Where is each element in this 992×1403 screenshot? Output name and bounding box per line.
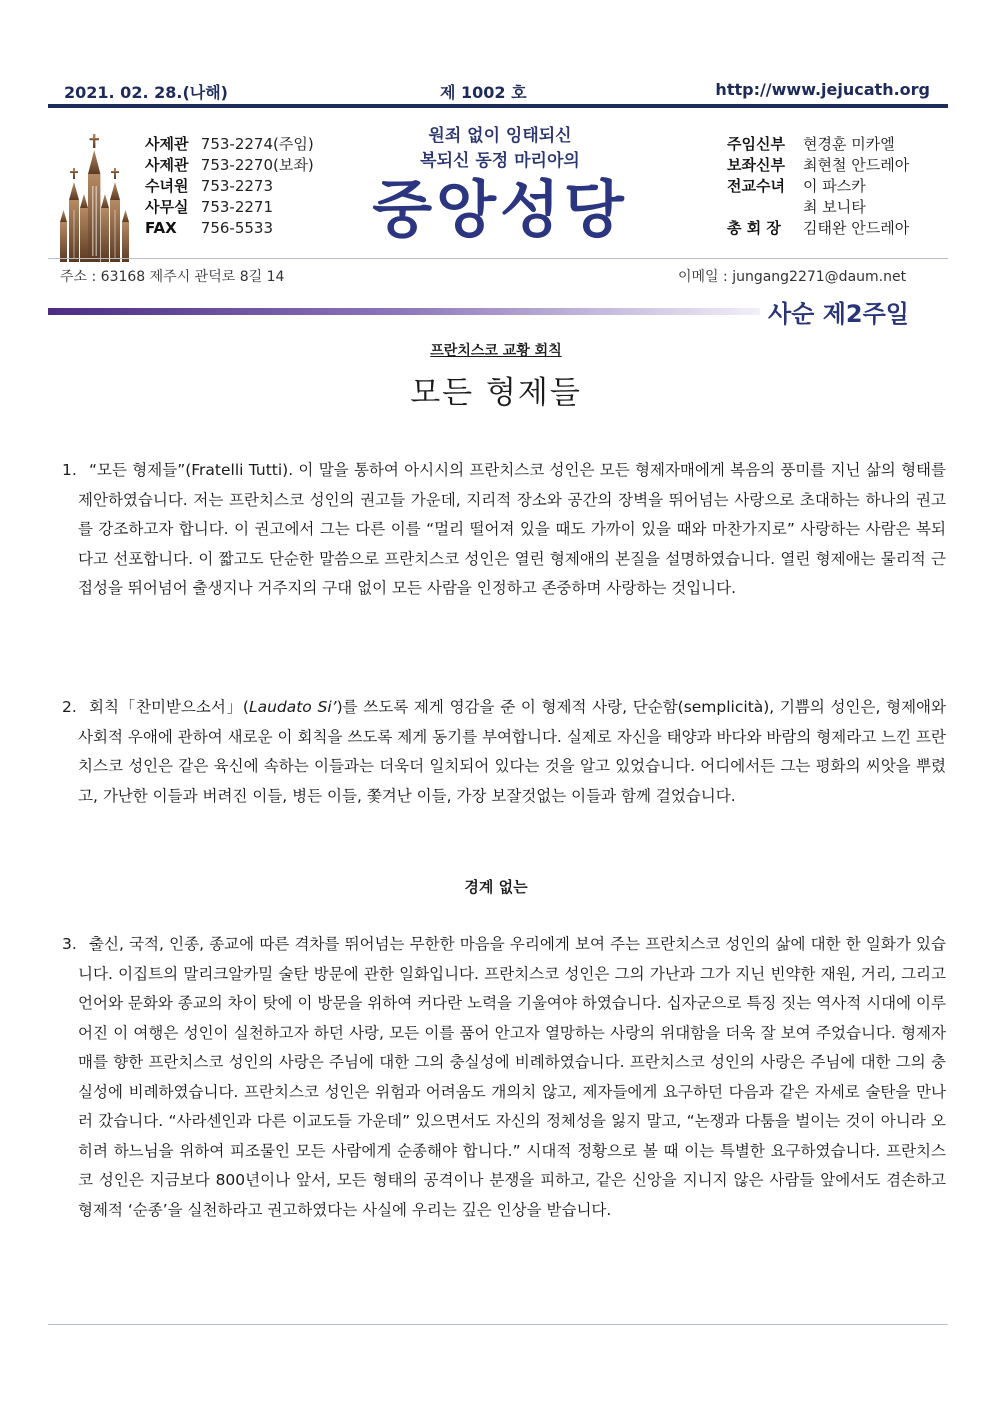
contact-value: 753-2273 — [200, 177, 273, 195]
website-link[interactable]: http://www.jejucath.org — [715, 80, 930, 99]
staff-role: 주임신부 — [727, 135, 785, 153]
contact-value: 753-2274(주임) — [200, 135, 314, 153]
contact-row — [145, 197, 314, 218]
staff-row — [727, 218, 909, 239]
paragraph-1 — [62, 456, 946, 604]
contact-label: 사무실 — [145, 198, 189, 216]
contact-row — [145, 176, 314, 197]
staff-name: 최현철 안드레아 — [803, 156, 910, 174]
contact-row — [145, 134, 314, 155]
staff-role: 보좌신부 — [727, 156, 785, 174]
paragraph-number: 2. — [62, 698, 77, 716]
document-label — [0, 340, 992, 360]
staff-row — [727, 176, 909, 197]
staff-name: 현경훈 미카엘 — [803, 135, 895, 153]
issue-date: 2021. 02. 28.(나해) — [64, 83, 228, 102]
staff-row — [727, 155, 909, 176]
section-heading: 경계 없는 — [464, 878, 528, 896]
contact-value: 756-5533 — [200, 219, 273, 237]
paragraph-italic-title: Laudato Si’ — [248, 698, 337, 716]
contact-label: 사제관 — [145, 156, 189, 174]
contact-label: 사제관 — [145, 135, 189, 153]
contact-row — [145, 218, 314, 239]
issue-number: 제 1002 호 — [440, 83, 527, 102]
staff-row — [727, 134, 909, 155]
gradient-divider — [48, 308, 760, 315]
contact-label: FAX — [145, 219, 177, 237]
paragraph-text — [78, 693, 946, 811]
liturgical-sunday: 사순 제2주일 — [768, 300, 909, 328]
staff-role: 총 회 장 — [727, 219, 781, 237]
footer-rule — [48, 1324, 948, 1325]
church-email[interactable]: 이메일 : jungang2271@daum.net — [678, 269, 907, 285]
staff-name: 최 보니타 — [803, 198, 866, 216]
staff-role: 전교수녀 — [727, 177, 785, 195]
church-subtitle-line1: 원죄 없이 잉태되신 — [428, 126, 572, 146]
paragraph-number: 3. — [62, 935, 77, 953]
staff-row — [727, 197, 909, 218]
contact-value: 753-2271 — [200, 198, 273, 216]
contact-value: 753-2270(보좌) — [200, 156, 314, 174]
paragraph-text-body: 출신, 국적, 인종, 종교에 따른 격차를 뛰어넘는 무한한 마음을 우리에게 보여 주는 프란치스코 성인의 삶에 대한 한 일화가 있습니다. 이집트의 말리크알카밀 술탄 방문에 관한 일화입니다. 프란치스코 성인은 그의 가난과 그가 지닌 빈약한 재원, 거리, 그리고 언어와 문화와 종교의 차이 탓에 이 방문을 위하여 커다란 노력을 기울여야 하였습니다. 십자군으로 특징 짓는 역사적 시대에 이루어진 이 여행은 성인이 실천하고자 하던 사랑, 모든 이를 품어 안고자 열망하는 사랑의 위대함을 더욱 잘 보여 주었습니다. 형제자매를 향한 프란치스코 성인의 사랑은 주님에 대한 그의 충실성에 비례하였습니다. 프란치스코 성인의 사랑은 주님에 대한 그의 충실성에 비례하였습니다. 프란치스코 성인은 위험과 어려움도 개의치 않고, 제자들에게 요구하던 다음과 같은 자세로 술탄을 만나러 갔습니다. “사라센인과 다른 이교도들 가운데” 있으면서도 자신의 정체성을 잃지 말고, “논쟁과 다툼을 벌이는 것이 아니라 오히려 하느님을 위하여 피조물인 모든 사람에게 순종해야 합니다.” 시대적 정황으로 볼 때 이는 특별한 요구하였습니다. 프란치스코 성인은 지금보다 800년이나 앞서, 모든 형태의 공격이나 분쟁을 피하고, 같은 신앙을 지니지 않은 사람들 앞에서도 겸손하고 형제적 ‘순종’을 실천하라고 권고하였다는 사실에 우리는 깊은 인상을 받습니다. — [78, 935, 946, 1219]
paragraph-3 — [62, 930, 946, 1225]
paragraph-text — [78, 930, 946, 1225]
staff-name: 이 파스카 — [803, 177, 866, 195]
address-rule-top — [48, 258, 948, 259]
paragraph-number: 1. — [62, 461, 77, 479]
church-logo-icon — [58, 134, 132, 262]
paragraph-text-body: “모든 형제들”(Fratelli Tutti). 이 말을 통하여 아시시의 프란치스코 성인은 모든 형제자매에게 복음의 풍미를 지닌 삶의 형태를 제안하였습니다. 저는 프란치스코 성인의 권고들 가운데, 지리적 장소와 공간의 장벽을 뛰어넘는 사랑으로 초대하는 하나의 권고를 강조하고자 합니다. 이 권고에서 그는 다른 이를 “멀리 떨어져 있을 때도 가까이 있을 때와 마찬가지로” 사랑하는 사람은 복되다고 선포합니다. 이 짧고도 단순한 말씀으로 프란치스코 성인은 열린 형제애의 본질을 설명하였습니다. 열린 형제애는 물리적 근접성을 뛰어넘어 출생지나 거주지의 구대 없이 모든 사람을 인정하고 존중하며 사랑하는 것입니다. — [78, 461, 946, 597]
staff-name: 김태완 안드레아 — [803, 219, 910, 237]
paragraph-2 — [62, 693, 946, 811]
paragraph-text-body: 회칙「찬미받으소서」( — [89, 698, 249, 716]
contact-list — [145, 134, 314, 239]
paragraph-text — [78, 456, 946, 604]
staff-list — [727, 134, 909, 239]
church-name: 중앙성당 — [372, 173, 628, 246]
church-subtitle-line2: 복되신 동정 마리아의 — [420, 151, 580, 171]
contact-row — [145, 155, 314, 176]
paragraph-text-body-cont: )를 쓰도록 제게 영감을 준 이 형제적 사랑, 단순함(semplicità), 기쁨의 성인은, 형제애와 사회적 우애에 관하여 새로운 이 회칙을 쓰도록 제게 동기를 부여합니다. 실제로 자신을 태양과 바다와 바람의 형제라고 느낀 프란치스코 성인은 같은 육신에 속하는 이들과는 더욱더 일치되어 있다는 것을 알고 있었습니다. 어디에서든 그는 평화의 씨앗을 뿌렸고, 가난한 이들과 버려진 이들, 병든 이들, 쫓겨난 이들, 가장 보잘것없는 이들과 함께 걸었습니다. — [78, 698, 947, 805]
document-label-text: 프란치스코 교황 회칙 — [430, 343, 562, 359]
document-title: 모든 형제들 — [410, 375, 582, 411]
church-subtitle — [340, 124, 660, 174]
header-rule — [48, 104, 948, 108]
contact-label: 수녀원 — [145, 177, 189, 195]
church-address: 주소 : 63168 제주시 관덕로 8길 14 — [60, 269, 285, 285]
